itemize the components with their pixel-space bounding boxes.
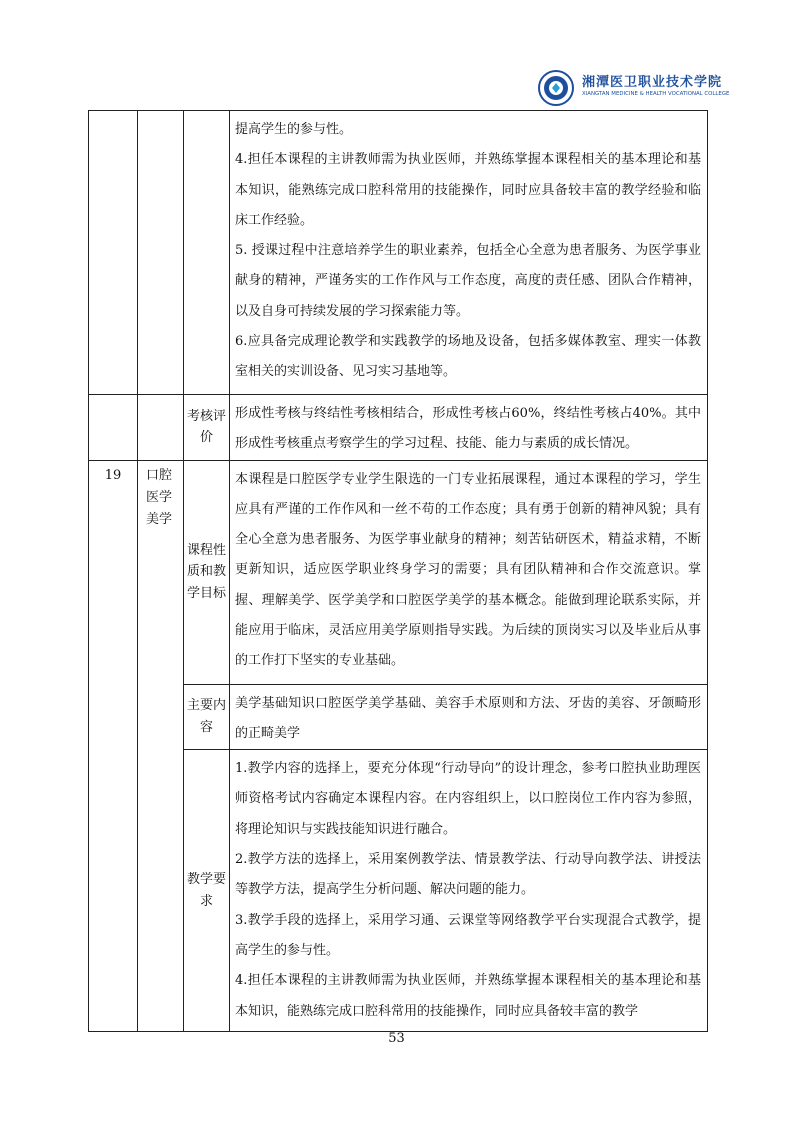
college-emblem-icon: [538, 70, 574, 106]
requirements-continued-cell: [230, 111, 708, 395]
content-text: 美学基础知识口腔医学美学基础、美容手术原则和方法、牙齿的美容、牙颌畸形的正畸美学: [235, 695, 701, 741]
assessment-label: 考核评价: [184, 395, 230, 461]
requirement-item: 6.应具备完成理论教学和实践教学的场地及设备，包括多媒体教室、理实一体教室相关的实训设备、见习实习基地等。: [235, 334, 701, 380]
requirements-label: 教学要求: [184, 750, 230, 1032]
table-row: [89, 395, 708, 461]
assessment-cell: [230, 395, 708, 461]
table-row: [89, 111, 708, 395]
nature-cell: [230, 460, 708, 684]
assessment-text: 形成性考核与终结性考核相结合，形成性考核占60%，终结性考核占40%。其中形成性考核重点考察学生的学习过程、技能、能力与素质的成长情况。: [235, 406, 701, 452]
requirements-cell: [230, 750, 708, 1032]
requirement-item: 5. 授课过程中注意培养学生的职业素养，包括全心全意为患者服务、为医学事业献身的精神，严谨务实的工作作风与工作态度，高度的责任感、团队合作精神，以及自身可持续发展的学习探索能力等。: [235, 243, 701, 319]
table-row: [89, 460, 708, 684]
requirement-item: 提高学生的参与性。: [235, 122, 353, 137]
content-cell: [230, 684, 708, 750]
course-name: 口腔医学美学: [146, 467, 173, 527]
nature-label: 课程性质和教学目标: [184, 460, 230, 684]
requirement-item: 4.担任本课程的主讲教师需为执业医师，并熟练掌握本课程相关的基本理论和基本知识，能熟练完成口腔科常用的技能操作，同时应具备较丰富的教学经验和临床工作经验。: [235, 152, 701, 228]
course-number: 19: [104, 467, 122, 483]
page-number: 53: [388, 1031, 405, 1046]
college-logo: [538, 68, 730, 108]
requirement-item: 4.担任本课程的主讲教师需为执业医师，并熟练掌握本课程相关的基本理论和基本知识，能熟练完成口腔科常用的技能操作，同时应具备较丰富的教学: [235, 973, 701, 1019]
requirement-item: 2.教学方法的选择上，采用案例教学法、情景教学法、行动导向教学法、讲授法等教学方法，提高学生分析问题、解决问题的能力。: [235, 852, 701, 898]
requirement-item: 3.教学手段的选择上，采用学习通、云课堂等网络教学平台实现混合式教学，提高学生的参与性。: [235, 912, 701, 958]
content-label: 主要内容: [184, 684, 230, 750]
requirement-item: 1.教学内容的选择上，要充分体现“行动导向”的设计理念，参考口腔执业助理医师资格考试内容确定本课程内容。在内容组织上，以口腔岗位工作内容为参照，将理论知识与实践技能知识进行融合。: [235, 761, 701, 837]
college-name-cn: 湘潭医卫职业技术学院: [582, 75, 723, 90]
nature-text: 本课程是口腔医学专业学生限选的一门专业拓展课程，通过本课程的学习，学生应具有严谨的工作作风和一丝不苟的工作态度；具有勇于创新的精神风貌；具有全心全意为患者服务、为医学事业献身的精神；刻苦钻研医术，精益求精，不断更新知识，适应医学职业终身学习的需要；具有团队精神和合作交流意识。掌握、理解美学、医学美学和口腔医学美学的基本概念。能做到理论联系实际，并能应用于临床，灵活应用美学原则指导实践。为后续的顶岗实习以及毕业后从事的工作打下坚实的专业基础。: [235, 471, 701, 669]
course-name-cell: [138, 460, 184, 1032]
course-table: [88, 110, 708, 1032]
course-number-cell: [89, 460, 138, 1032]
college-name-en: XIANGTAN MEDICINE & HEALTH VOCATIONAL COLLEGE: [582, 91, 730, 97]
